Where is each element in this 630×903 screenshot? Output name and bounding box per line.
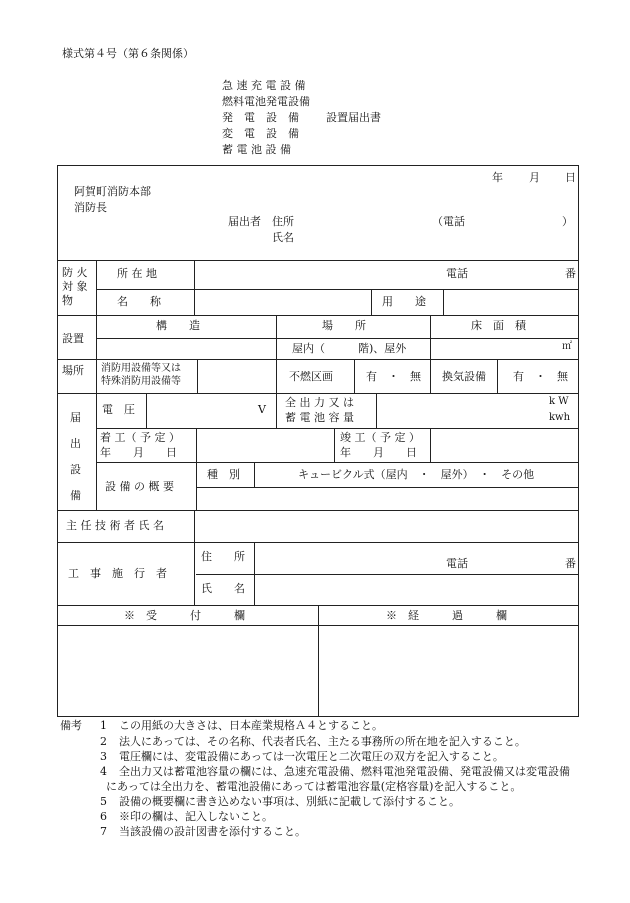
volt-unit: V <box>258 403 266 416</box>
date-day: 日 <box>565 171 576 184</box>
form-label: 様式第４号（第６条関係） <box>62 47 194 60</box>
fire-equip-label-1: 消防用設備等又は <box>101 363 181 374</box>
note-number: 6 <box>100 810 107 823</box>
addressee-chief: 消防長 <box>74 201 107 214</box>
contractor-phone-label: 電話 <box>446 557 468 570</box>
notes-label: 備考 <box>60 719 82 732</box>
note-text: ※印の欄は、記入しないこと。 <box>119 810 273 823</box>
applicant-address-label: 住所 <box>272 215 294 228</box>
title-suffix: 設置届出書 <box>326 111 381 124</box>
note-number: 2 <box>100 735 107 748</box>
target-phone-ban: 番 <box>565 267 576 280</box>
kw-unit: k W <box>549 396 569 407</box>
title-line-4: 変 電 設 備 <box>222 127 299 140</box>
type-label: 種 別 <box>207 468 240 481</box>
place-section-label-2: 場所 <box>62 364 84 377</box>
applicant-name-label: 氏名 <box>272 231 294 244</box>
title-line-2: 燃料電池発電設備 <box>222 95 310 108</box>
type-value: キュービクル式（屋内 ・ 屋外） ・ その他 <box>298 468 535 481</box>
start-date: 年 月 日 <box>100 446 177 459</box>
note-text: 設備の概要欄に書き込めない事項は、別紙に記載して添付すること。 <box>119 795 460 808</box>
voltage-label: 電 圧 <box>102 403 135 416</box>
title-line-3: 発 電 設 備 <box>222 111 299 124</box>
place-section-label-1: 設置 <box>62 332 84 345</box>
note-text: この用紙の大きさは、日本産業規格Ａ４とすること。 <box>119 719 383 732</box>
addressee-dept: 阿賀町消防本部 <box>74 185 151 198</box>
contractor-phone-ban: 番 <box>565 557 576 570</box>
equipment-section-label: 届 出 設 備 <box>70 411 81 502</box>
reception-header: ※ 受 付 欄 <box>124 609 245 622</box>
structure-header: 構 造 <box>156 319 200 332</box>
applicant-phone-close: ） <box>562 215 573 228</box>
noncombustible-choice: 有 ・ 無 <box>366 370 421 383</box>
title-line-1: 急 速 充 電 設 備 <box>222 79 306 92</box>
fire-equip-label-2: 特殊消防用設備等 <box>101 376 181 387</box>
output-label-2: 蓄 電 池 容 量 <box>285 411 354 424</box>
kwh-unit: kwh <box>549 412 571 423</box>
finish-label: 竣 工（ 予 定 ） <box>340 431 420 444</box>
contractor-address-label: 住 所 <box>201 550 245 563</box>
note-number: 5 <box>100 795 107 808</box>
location-header: 場 所 <box>322 319 366 332</box>
note-number: 1 <box>100 719 107 732</box>
target-section-label: 防 火 対 象 物 <box>62 266 88 307</box>
progress-header: ※ 経 過 欄 <box>386 609 507 622</box>
applicant-label: 届出者 <box>228 215 261 228</box>
note-text: 当該設備の設計図書を添付すること。 <box>119 825 306 838</box>
date-month: 月 <box>529 171 540 184</box>
note-text: 全出力又は蓄電池容量の欄には、急速充電設備、燃料電池発電設備、発電設備又は変電設備 <box>119 765 570 778</box>
note-text: 電圧欄には、変電設備にあっては一次電圧と二次電圧の双方を記入すること。 <box>119 750 504 763</box>
contractor-name-label: 氏 名 <box>201 582 245 595</box>
floor-area-header: 床 面 積 <box>471 319 526 332</box>
target-use-label: 用 途 <box>382 295 426 308</box>
engineer-label: 主 任 技 術 者 氏 名 <box>66 519 164 532</box>
note-number: 7 <box>100 825 107 838</box>
noncombustible-label: 不燃区画 <box>289 370 333 383</box>
note-text: 法人にあっては、その名称、代表者氏名、主たる事務所の所在地を記入すること。 <box>119 735 526 748</box>
start-label: 着 工（ 予 定 ） <box>100 431 180 444</box>
target-location-label: 所 在 地 <box>117 267 157 280</box>
finish-date: 年 月 日 <box>340 446 417 459</box>
applicant-phone-label: （電話 <box>432 215 465 228</box>
note-number: 3 <box>100 750 107 763</box>
note-number: 4 <box>100 765 107 778</box>
target-phone-label: 電話 <box>446 267 468 280</box>
indoor-outdoor: 屋内（ 階)、屋外 <box>292 342 407 355</box>
ventilation-choice: 有 ・ 無 <box>513 370 568 383</box>
output-label-1: 全 出 力 又 は <box>285 396 354 409</box>
overview-label: 設 備 の 概 要 <box>105 480 174 493</box>
m2-unit: ㎡ <box>562 341 572 352</box>
title-line-5: 蓄 電 池 設 備 <box>222 143 291 156</box>
target-name-label: 名 称 <box>117 295 161 308</box>
note-text-continued: にあっては全出力を、蓄電池設備にあっては蓄電池容量(定格容量)を記入すること。 <box>106 780 522 793</box>
date-year: 年 <box>492 171 503 184</box>
ventilation-label: 換気設備 <box>442 370 486 383</box>
contractor-label: 工 事 施 行 者 <box>68 567 167 580</box>
